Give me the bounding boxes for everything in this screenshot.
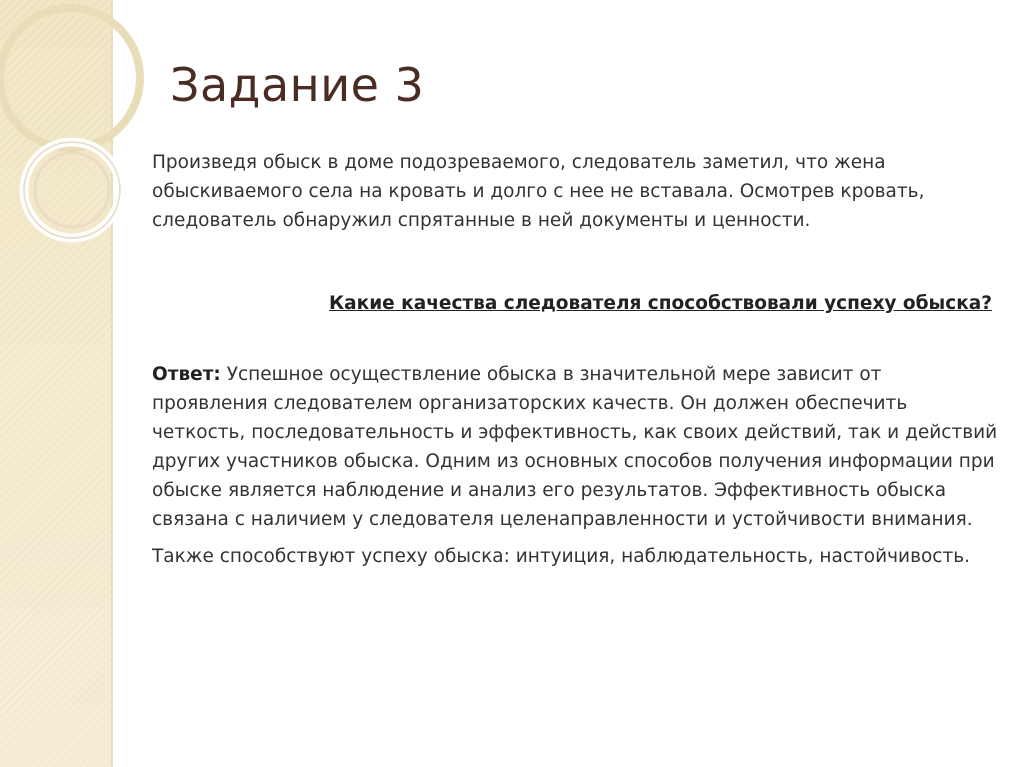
- slide-title: Задание 3: [170, 58, 425, 112]
- slide-content: [152, 148, 1002, 571]
- answer-text: Успешное осуществление обыска в значительной мере зависит от проявления следователем организаторских качеств. Он должен обеспечить четкость, последовательность и эффективность, как своих действий, так и действий других участников обыска. Одним из основных способов получения информации при обыске является наблюдение и анализ его результатов. Эффективность обыска связана с наличием у следователя целенаправленности и устойчивости внимания.: [152, 364, 998, 530]
- answer-label: Ответ:: [152, 364, 221, 385]
- additional-qualities: Также способствуют успеху обыска: интуиция, наблюдательность, настойчивость.: [152, 546, 971, 567]
- task-question: Какие качества следователя способствовали успеху обыска?: [329, 293, 992, 314]
- task-description: Произведя обыск в доме подозреваемого, следователь заметил, что жена обыскиваемого села на кровать и долго с нее не вставала. Осмотрев кровать, следователь обнаружил спрятанные в ней документы и ценности.: [152, 152, 925, 231]
- answer-paragraph: [152, 360, 1002, 534]
